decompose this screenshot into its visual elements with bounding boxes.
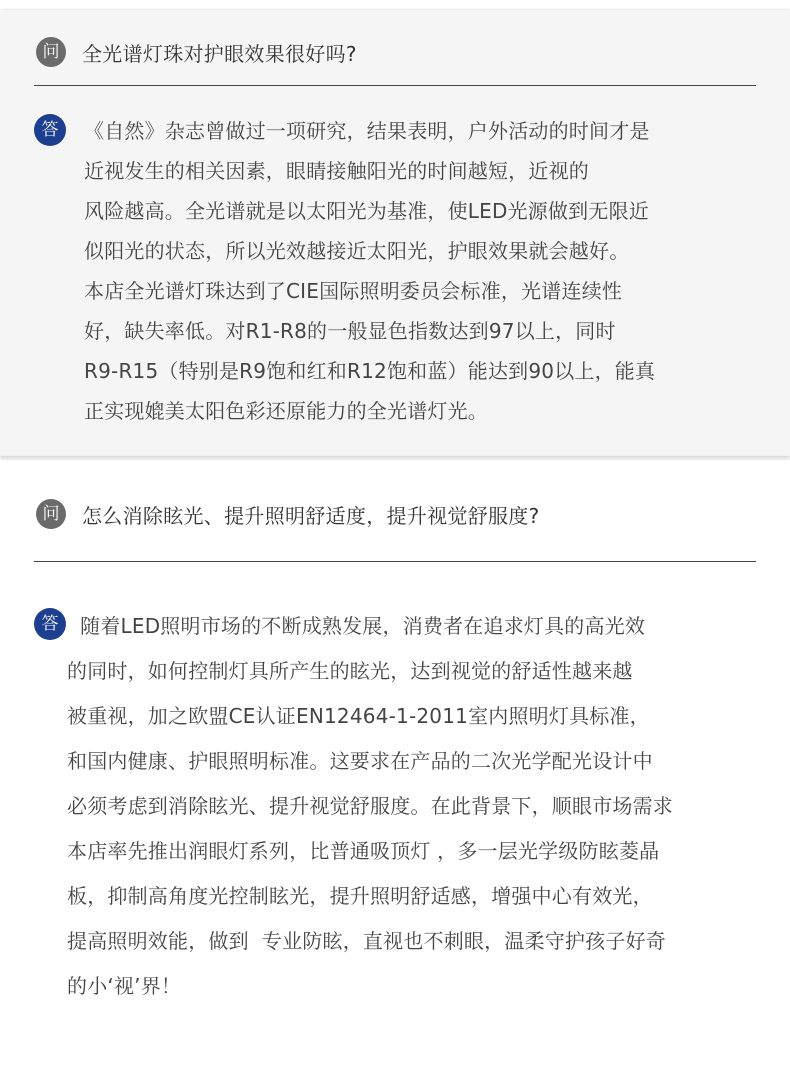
answer-line: 正实现媲美太阳色彩还原能力的全光谱灯光。: [84, 399, 488, 423]
answer-line: 好，缺失率低。对R1-R8的一般显色指数达到97以上，同时: [84, 319, 616, 343]
question-row: [36, 35, 357, 69]
answer-badge: 答: [34, 608, 66, 640]
answer-line: 被重视，加之欧盟CE认证EN12464-1-2011室内照明灯具标准，: [67, 704, 650, 728]
answer-line: 随着LED照明市场的不断成熟发展，消费者在追求灯具的高光效: [67, 614, 646, 638]
answer-line: 的小‘视’界！: [67, 974, 182, 998]
answer-line: 《自然》杂志曾做过一项研究，结果表明，户外活动的时间才是: [84, 119, 650, 143]
answer-line: 提高照明效能，做到 专业防眩，直视也不刺眼，温柔守护孩子好奇: [67, 929, 666, 953]
answer-line: 必须考虑到消除眩光、提升视觉舒服度。在此背景下，顺眼市场需求: [67, 794, 673, 818]
question-text: 全光谱灯珠对护眼效果很好吗?: [82, 41, 357, 66]
faq-section-glare: [0, 460, 790, 1086]
answer-line: 近视发生的相关因素，眼睛接触阳光的时间越短，近视的: [84, 159, 589, 183]
answer-line: 本店全光谱灯珠达到了CIE国际照明委员会标准，光谱连续性: [84, 279, 623, 303]
answer-badge: 答: [34, 114, 66, 146]
divider: [34, 85, 756, 86]
answer-line: 本店率先推出润眼灯系列，比普通吸顶灯 ，多一层光学级防眩菱晶: [67, 839, 660, 863]
question-badge: 问: [36, 37, 66, 67]
question-badge: 问: [36, 499, 66, 529]
answer-line: 和国内健康、护眼照明标准。这要求在产品的二次光学配光设计中: [67, 749, 653, 773]
answer-line: R9-R15（特别是R9饱和红和R12饱和蓝）能达到90以上，能真: [84, 359, 656, 383]
divider: [34, 561, 756, 562]
answer-line: 风险越高。全光谱就是以太阳光为基准，使LED光源做到无限近: [84, 199, 649, 223]
faq-section-full-spectrum: [0, 10, 790, 456]
question-row: [36, 497, 540, 531]
question-text: 怎么消除眩光、提升照明舒适度，提升视觉舒服度?: [82, 503, 540, 528]
answer-line: 板，抑制高角度光控制眩光，提升照明舒适感，增强中心有效光，: [67, 884, 653, 908]
answer-line: 似阳光的状态，所以光效越接近太阳光，护眼效果就会越好。: [84, 239, 630, 263]
answer-line: 的同时，如何控制灯具所产生的眩光，达到视觉的舒适性越来越: [67, 659, 633, 683]
